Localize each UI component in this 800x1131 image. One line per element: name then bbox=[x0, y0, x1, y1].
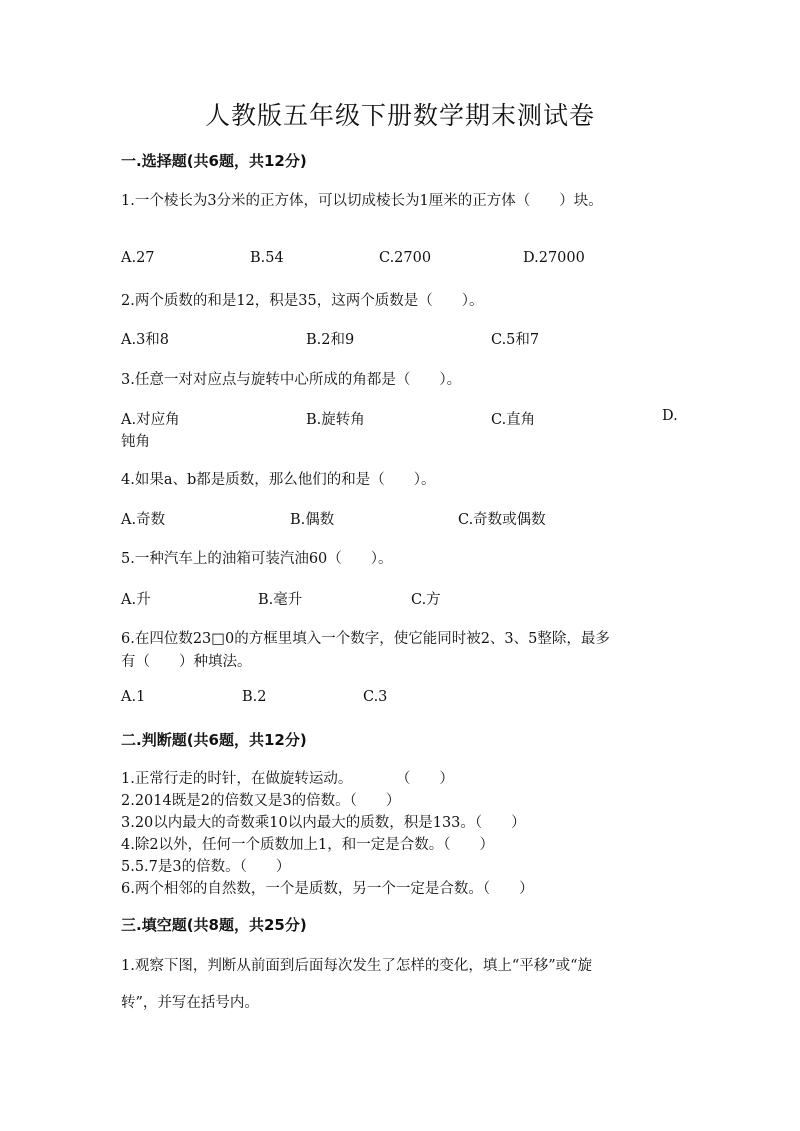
q5-option-c: C.方 bbox=[411, 592, 441, 608]
q2-option-a: A.3和8 bbox=[121, 332, 170, 348]
section-heading-fill: 三.填空题(共8题，共25分) bbox=[121, 916, 307, 934]
judge-item-6: 6.两个相邻的自然数，一个是质数，另一个一定是合数。（ ） bbox=[121, 881, 534, 897]
q3-option-d: D. bbox=[662, 408, 678, 424]
page-title: 人教版五年级下册数学期末测试卷 bbox=[204, 101, 595, 130]
judge-item-3: 3.20以内最大的奇数乘10以内最大的质数，积是133。（ ） bbox=[121, 815, 526, 831]
question-5: 5.一种汽车上的油箱可装汽油60（ ）。 bbox=[121, 551, 393, 567]
q5-option-a: A.升 bbox=[121, 592, 151, 608]
q4-option-b: B.偶数 bbox=[290, 512, 335, 528]
fill-question-1-line2: 转”，并写在括号内。 bbox=[121, 995, 259, 1011]
q3-option-b: B.旋转角 bbox=[306, 412, 365, 428]
question-6-line1: 6.在四位数23□0的方框里填入一个数字，使它能同时被2、3、5整除，最多 bbox=[121, 631, 610, 647]
judge-item-4: 4.除2以外，任何一个质数加上1，和一定是合数。（ ） bbox=[121, 837, 495, 853]
question-4: 4.如果a、b都是质数，那么他们的和是（ ）。 bbox=[121, 472, 436, 488]
q3-option-a: A.对应角 bbox=[121, 412, 180, 428]
question-6-line2: 有（ ）种填法。 bbox=[121, 654, 252, 670]
section-heading-judge: 二.判断题(共6题，共12分) bbox=[121, 731, 307, 749]
question-1: 1.一个棱长为3分米的正方体，可以切成棱长为1厘米的正方体（ ）块。 bbox=[121, 193, 603, 209]
q3-option-c: C.直角 bbox=[491, 412, 536, 428]
q1-option-c: C.2700 bbox=[379, 250, 432, 266]
fill-question-1-line1: 1.观察下图，判断从前面到后面每次发生了怎样的变化，填上“平移”或“旋 bbox=[121, 958, 593, 974]
q1-option-b: B.54 bbox=[250, 250, 284, 266]
section-heading-choice: 一.选择题(共6题，共12分) bbox=[121, 152, 307, 170]
q2-option-b: B.2和9 bbox=[306, 332, 355, 348]
judge-item-1: 1.正常行走的时针，在做旋转运动。 （ ） bbox=[121, 771, 454, 787]
q6-option-a: A.1 bbox=[121, 689, 146, 705]
question-2: 2.两个质数的和是12，积是35，这两个质数是（ ）。 bbox=[121, 293, 484, 309]
q1-option-d: D.27000 bbox=[523, 250, 585, 266]
q2-option-c: C.5和7 bbox=[491, 332, 540, 348]
q1-option-a: A.27 bbox=[121, 250, 155, 266]
q6-option-b: B.2 bbox=[242, 689, 267, 705]
question-3: 3.任意一对对应点与旋转中心所成的角都是（ ）。 bbox=[121, 372, 462, 388]
q4-option-c: C.奇数或偶数 bbox=[458, 512, 546, 528]
q3-option-d-wrap: 钝角 bbox=[121, 434, 150, 450]
judge-item-5: 5.5.7是3的倍数。（ ） bbox=[121, 859, 291, 875]
q5-option-b: B.毫升 bbox=[258, 592, 303, 608]
q4-option-a: A.奇数 bbox=[121, 512, 166, 528]
q6-option-c: C.3 bbox=[363, 689, 388, 705]
judge-item-2: 2.2014既是2的倍数又是3的倍数。（ ） bbox=[121, 793, 401, 809]
